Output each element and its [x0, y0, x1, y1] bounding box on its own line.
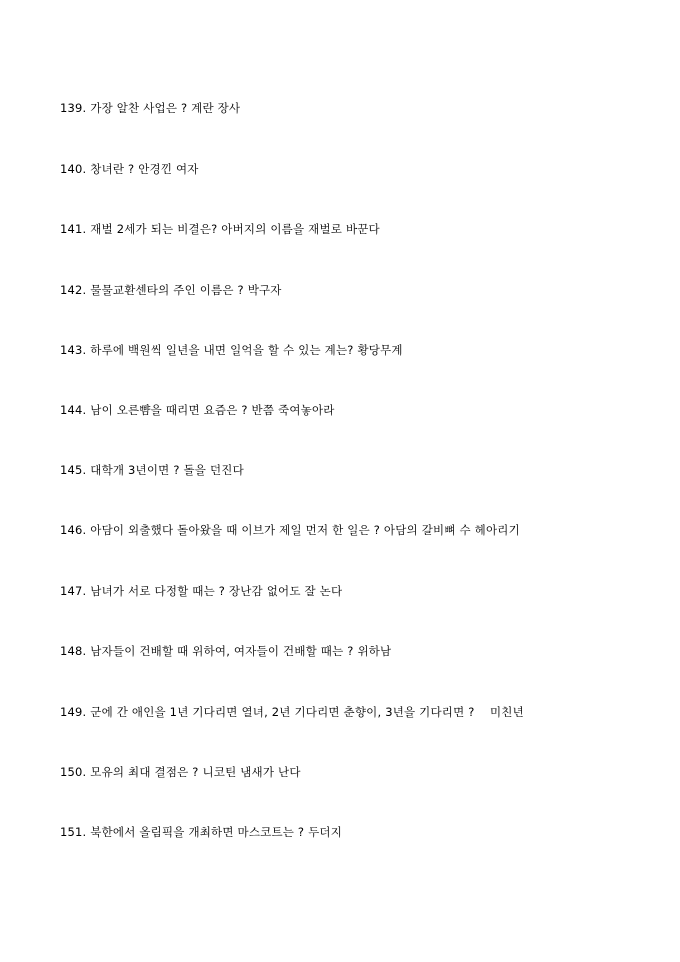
list-item-149: 149. 군에 간 애인을 1년 기다리면 열녀, 2년 기다리면 춘향이, 3년을 기다리면 ? 미친년: [60, 705, 524, 719]
list-item-147: 147. 남녀가 서로 다정할 때는 ? 장난감 없어도 잘 논다: [60, 584, 343, 598]
list-item-151: 151. 북한에서 올림픽을 개최하면 마스코트는 ? 두더지: [60, 825, 343, 839]
list-item-142: 142. 물물교환센타의 주인 이름은 ? 박구자: [60, 283, 282, 297]
list-item-148: 148. 남자들이 건배할 때 위하여, 여자들이 건배할 때는 ? 위하남: [60, 644, 392, 658]
list-item-150: 150. 모유의 최대 결점은 ? 니코틴 냄새가 난다: [60, 765, 301, 779]
list-item-143: 143. 하루에 백원씩 일년을 내면 일억을 할 수 있는 계는? 황당무계: [60, 343, 403, 357]
list-item-139: 139. 가장 알찬 사업은 ? 계란 장사: [60, 101, 241, 115]
list-item-140: 140. 창녀란 ? 안경낀 여자: [60, 162, 199, 176]
list-item-141: 141. 재벌 2세가 되는 비결은? 아버지의 이름을 재벌로 바꾼다: [60, 222, 380, 236]
list-item-145: 145. 대학개 3년이면 ? 돌을 던진다: [60, 463, 244, 477]
list-item-144: 144. 남이 오른뺨을 때리면 요즘은 ? 반쯤 죽여놓아라: [60, 403, 335, 417]
list-item-146: 146. 아담이 외출했다 돌아왔을 때 이브가 제일 먼저 한 일은 ? 아담의 갈비뼈 수 헤아리기: [60, 523, 520, 537]
